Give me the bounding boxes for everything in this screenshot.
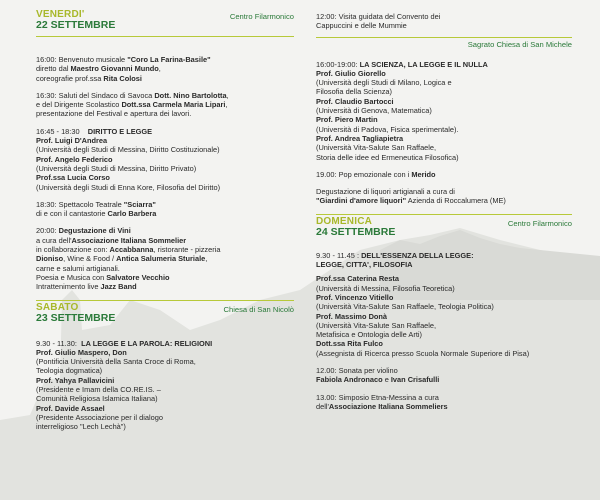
day-header-sunday: [316, 215, 572, 241]
venue-label: Chiesa di San Nicolò: [223, 304, 294, 314]
program-entry: 18:30: Spettacolo Teatrale "Sciarra" di e con il cantastorie Carlo Barbera: [36, 199, 157, 219]
venue-label: Sagrato Chiesa di San Michele: [467, 39, 572, 49]
program-entry: Degustazione di liquori artigianali a cura di "Giardini d'amore liquori" Azienda di Roccalumera (ME): [316, 187, 506, 206]
speaker-name: Prof. Luigi D'Andrea: [36, 136, 108, 146]
program-entry: 12.00: Sonata per violino Fabiola Andronaco e Ivan Crisafulli: [316, 366, 440, 385]
speaker-name: Prof. Giulio Giorello: [316, 68, 386, 78]
program-entry: 9.30 - 11.30: LA LEGGE E LA PAROLA: RELIGIONI Prof. Giulio Maspero, Don (Pontificia Università della Santa Croce di Roma, Teologia dogmatica) Prof. Yahya Pallavicini (Presidente e Imam della CO.RE.IS. – Comunità Religiosa Islamica Italiana) Prof. Davide Assael (Presidente Associazione per il dialogo interreligioso "Lech Lechà"): [36, 339, 294, 432]
program-entry: 12:00: Visita guidata del Convento dei Cappuccini e delle Mummie: [316, 12, 441, 31]
venue-label: Centro Filarmonico: [229, 12, 294, 21]
program-entry: 20:00: Degustazione di Vini a cura dell'Associazione Italiana Sommelier in collaborazione con: Accabbanna, ristorante - pizzeria Dioniso, Wine & Food / Antica Salumeria Sturiale, carne e salumi artigianali. Poesia e Musica con Salvatore Vecchio Intrattenimento live Jazz Band: [36, 226, 221, 292]
right-column: [316, 0, 572, 419]
speaker-name: Prof.ssa Caterina Resta: [316, 274, 399, 284]
speaker-name: Prof. Giulio Maspero, Don: [36, 347, 127, 357]
speaker-name: Prof.ssa Lucia Corso: [36, 173, 110, 183]
program-entry: 19.00: Pop emozionale con i Merido: [316, 169, 436, 179]
day-header-saturday: [36, 301, 294, 327]
speaker-name: Prof. Vincenzo Vitiello: [316, 292, 394, 302]
speaker-name: Prof. Andrea Tagliapietra: [316, 133, 404, 143]
day-date: 22 SETTEMBRE: [36, 19, 116, 31]
speaker-name: Dott.ssa Rita Fulco: [316, 339, 383, 349]
venue-label: Centro Filarmonico: [507, 218, 572, 228]
program-entry: 16:45 - 18:30 DIRITTO E LEGGE Prof. Luigi D'Andrea (Università degli Studi di Messina, Diritto Costituzionale) Prof. Angelo Federico (Università degli Studi di Messina, Diritto Privato) Prof.ssa Lucia Corso (Università degli Studi di Enna Kore, Filosofia del Diritto): [36, 127, 294, 192]
program-entry: 9.30 - 11.45 : DELL'ESSENZA DELLA LEGGE: LEGGE, CITTA', FILOSOFIA Prof.ssa Caterina Resta (Università di Messina, Filosofia Teoretica) Prof. Vincenzo Vitiello (Università Vita-Salute San Raffaele, Teologia Politica) Prof. Massimo Donà (Università Vita-Salute San Raffaele, Metafisica e Ontologia delle Arti) Dott.ssa Rita Fulco (Assegnista di Ricerca presso Scuola Normale Superiore di Pisa): [316, 251, 572, 358]
left-column: [36, 0, 294, 440]
speaker-name: Prof. Davide Assael: [36, 403, 105, 413]
speaker-name: Prof. Massimo Donà: [316, 311, 388, 321]
speaker-name: Prof. Angelo Federico: [36, 154, 113, 164]
day-name: SABATO: [36, 301, 79, 313]
day-header-friday: [36, 8, 294, 34]
program-entry: 16:00: Benvenuto musicale "Coro La Farina-Basile" diretto dal Maestro Giovanni Mundo, coreografie prof.ssa Rita Colosi: [36, 55, 211, 83]
day-date: 23 SETTEMBRE: [36, 311, 116, 324]
program-entry: 13.00: Simposio Etna-Messina a cura dell'Associazione Italiana Sommeliers: [316, 392, 448, 411]
program-entry: 16:00-19:00: LA SCIENZA, LA LEGGE E IL NULLA Prof. Giulio Giorello (Università degli Studi di Milano, Logica e Filosofia della Scienza) Prof. Claudio Bartocci (Università di Genova, Matematica) Prof. Piero Martin (Università di Padova, Fisica sperimentale). Prof. Andrea Tagliapietra (Università Vita-Salute San Raffaele, Storia delle idee ed Ermeneutica Filosofica): [316, 60, 572, 162]
program-entry: 16:30: Saluti del Sindaco di Savoca Dott. Nino Bartolotta, e del Dirigente Scolastico Dott.ssa Carmela Maria Lipari, presentazione del Festival e apertura dei lavori.: [36, 90, 229, 119]
divider: [36, 36, 294, 37]
speaker-name: Prof. Yahya Pallavicini: [36, 375, 115, 385]
speaker-name: Prof. Claudio Bartocci: [316, 96, 394, 106]
day-name: VENERDI': [36, 9, 85, 20]
venue-row: [316, 38, 572, 52]
day-date: 24 SETTEMBRE: [316, 225, 396, 238]
speaker-name: Prof. Piero Martin: [316, 115, 378, 125]
day-name: DOMENICA: [316, 215, 373, 227]
